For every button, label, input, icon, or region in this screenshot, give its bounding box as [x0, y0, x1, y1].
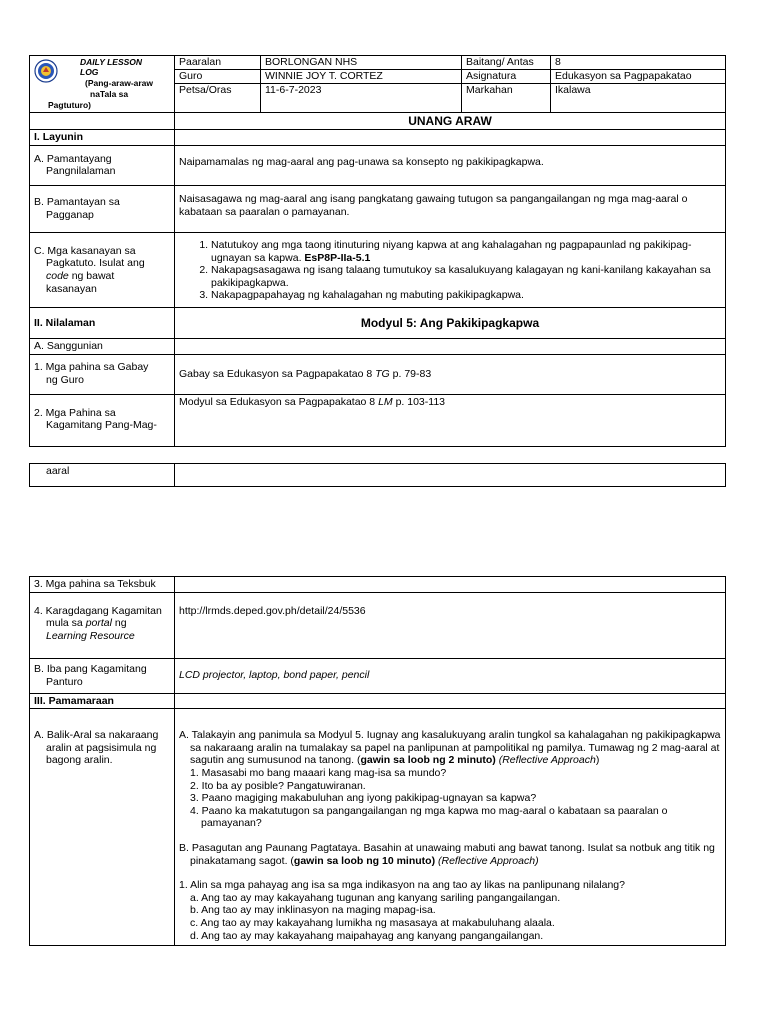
choices-list	[179, 892, 721, 942]
kasanayan-list	[175, 232, 726, 307]
balik-aral-content	[175, 709, 726, 946]
karagdagan-link[interactable]: http://lrmds.deped.gov.ph/detail/24/5536	[175, 592, 726, 658]
gabay-text: Gabay sa Edukasyon sa Pagpapakatao 8 TG p. 79-83	[175, 354, 726, 394]
value-baitang: 8	[551, 56, 726, 70]
sanggunian-label: A. Sanggunian	[30, 338, 175, 354]
kasanayan-label: C. Mga kasanayan sa Pagkatuto. Isulat ang code ng bawat kasanayan	[30, 232, 175, 307]
log-sub-3: Pagtuturo)	[48, 100, 91, 110]
balik-aral-label: A. Balik-Aral sa nakaraang aralin at pagsisimula ng bagong aralin.	[30, 709, 175, 946]
questions-list	[179, 767, 721, 830]
log-sub-2: naTala sa	[90, 89, 129, 99]
activity-b: B. Pasagutan ang Paunang Pagtataya. Basahin at unawaing mabuti ang bawat tanong. Isulat sa notbuk ang titik ng pinakatamang sagot. (gawin sa loob ng 10 minuto) (Reflective Approach)	[179, 841, 715, 867]
pagganap-label: B. Pamantayan sa Pagganap	[30, 185, 175, 232]
activity-a: A. Talakayin ang panimula sa Modyul 5. Iugnay ang kasalukuyang aralin tungkol sa kahalagahan ng pakikipagkapwa sa nakaraang aralin na tumalakay sa papel na panlipunan at pampolitikal ng pamilya. Tumawag ng 2 mag-aaral at sagutin ang sumusunod na tanong. (gawin sa loob ng 2 minuto) (Reflective Approach)	[179, 729, 721, 767]
value-guro: WINNIE JOY T. CORTEZ	[261, 70, 462, 84]
label-baitang: Baitang/ Antas	[462, 56, 551, 70]
kasanayan-item: 2. Nakapagsasagawa ng isang talaang tumutukoy sa kasalukuyang kalagayan ng kani-kanilang kakayahan sa pakikipagkapwa.	[211, 264, 721, 289]
lesson-log-continuation	[29, 463, 726, 487]
iba-label: B. Iba pang Kagamitang Panturo	[30, 658, 175, 693]
label-petsa: Petsa/Oras	[175, 84, 261, 113]
deped-seal-icon	[34, 59, 58, 83]
pamantayang-label: A. Pamantayang Pangnilalaman	[30, 145, 175, 185]
value-paaralan: BORLONGAN NHS	[261, 56, 462, 70]
label-paaralan: Paaralan	[175, 56, 261, 70]
kasanayan-item: 1. Natutukoy ang mga taong itinuturing niyang kapwa at ang kahalagahan ng pagpapaunlad ng pakikipag-ugnayan sa kapwa. EsP8P-IIa-5.1	[211, 239, 721, 264]
karagdagan-label: 4. Karagdagang Kagamitan mula sa portal ng Learning Resource	[30, 592, 175, 658]
day-title: UNANG ARAW	[175, 113, 726, 130]
pagtataya-question: 1. Alin sa mga pahayag ang isa sa mga indikasyon na ang tao ay likas na panlipunang nilalang?	[179, 879, 625, 892]
question-item: 3. Paano magiging makabuluhan ang iyong pakikipag-ugnayan sa kapwa?	[190, 792, 537, 805]
choice-item: a. Ang tao ay may kakayahang tugunan ang kanyang sariling pangangailangan.	[190, 891, 561, 904]
teksbuk-label: 3. Mga pahina sa Teksbuk	[30, 577, 175, 593]
choice-item: c. Ang tao ay may kakayahang lumikha ng masasaya at makabuluhang alaala.	[190, 916, 555, 929]
question-item: 4. Paano ka makatutugon sa pangangailangan ng mga kapwa mo mag-aaral o kabataan sa paaralan o pamayanan?	[190, 804, 668, 830]
pamantayang-text: Naipamamalas ng mag-aaral ang pag-unawa sa konsepto ng pakikipagkapwa.	[175, 145, 726, 185]
log-title-2: LOG	[80, 67, 99, 77]
value-petsa: 11-6-7-2023	[261, 84, 462, 113]
iba-text: LCD projector, laptop, bond paper, pencil	[175, 658, 726, 693]
lm-label-continued: aaral	[30, 464, 175, 487]
log-sub-1: (Pang-araw-araw	[85, 78, 154, 88]
log-title-1: DAILY LESSON	[80, 57, 143, 67]
gabay-label: 1. Mga pahina sa Gabay ng Guro	[30, 354, 175, 394]
choice-item: d. Ang tao ay may kakayahang maipahayag ang kanyang pangangailangan.	[190, 929, 544, 942]
value-asignatura: Edukasyon sa Pagpapakatao	[551, 70, 726, 84]
layunin-title: I. Layunin	[30, 130, 175, 146]
label-markahan: Markahan	[462, 84, 551, 113]
lesson-log-table-page1	[29, 55, 726, 447]
pamamaraan-title: III. Pamamaraan	[30, 693, 175, 709]
module-title: Modyul 5: Ang Pakikipagkapwa	[175, 307, 726, 338]
lesson-log-table-page2	[29, 576, 726, 946]
question-item: 2. Ito ba ay posible? Pangatuwiranan.	[190, 779, 366, 792]
label-asignatura: Asignatura	[462, 70, 551, 84]
question-item: 1. Masasabi mo bang maaari kang mag-isa sa mundo?	[190, 766, 447, 779]
nilalaman-title: II. Nilalaman	[30, 307, 175, 338]
value-markahan: Ikalawa	[551, 84, 726, 113]
kasanayan-item: 3. Nakapagpapahayag ng kahalagahan ng mabuting pakikipagkapwa.	[211, 289, 721, 302]
log-title-cell	[30, 56, 175, 113]
lm-label: 2. Mga Pahina sa Kagamitang Pang-Mag-	[30, 394, 175, 446]
pagganap-text: Naisasagawa ng mag-aaral ang isang pangkatang gawaing tutugon sa pangangailangan ng mga mag-aaral o kabataan sa paaralan o pamayanan.	[175, 185, 726, 232]
lm-text: Modyul sa Edukasyon sa Pagpapakatao 8 LM p. 103-113	[175, 394, 726, 446]
choice-item: b. Ang tao ay may inklinasyon na maging mapag-isa.	[190, 904, 436, 917]
label-guro: Guro	[175, 70, 261, 84]
